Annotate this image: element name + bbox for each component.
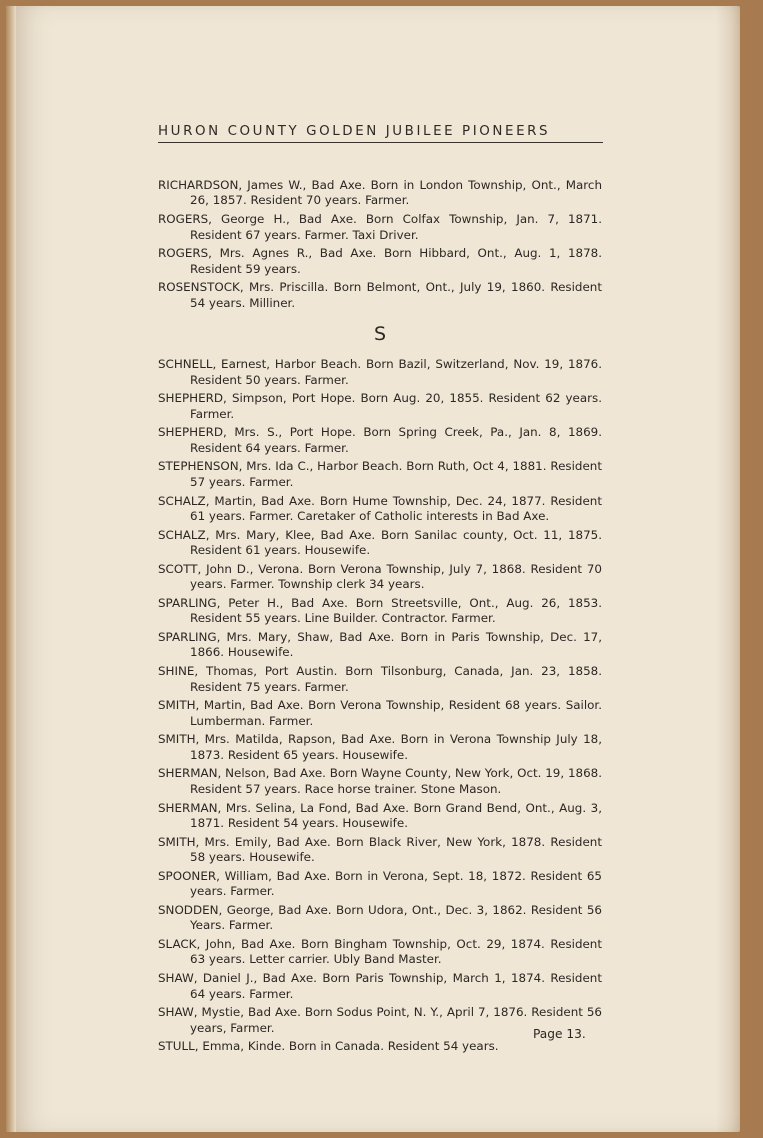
section-letter: S xyxy=(373,323,387,346)
page-number: Page 13. xyxy=(533,1027,586,1041)
entry-shaw-mystie: SHAW, Mystie, Bad Axe. Born Sodus Point, N. Y., April 7, 1876. Resident 56 years, Farmer. xyxy=(158,1005,602,1035)
entry-schalz-mary: SCHALZ, Mrs. Mary, Klee, Bad Axe. Born Sanilac county, Oct. 11, 1875. Resident 61 years. Housewife. xyxy=(158,527,602,558)
entry-stull-emma: STULL, Emma, Kinde. Born in Canada. Resident 54 years. xyxy=(158,1039,499,1054)
entry-rogers-agnes: ROGERS, Mrs. Agnes R., Bad Axe. Born Hibbard, Ont., Aug. 1, 1878. Resident 59 years. xyxy=(158,246,602,276)
entry-sherman-nelson: SHERMAN, Nelson, Bad Axe. Born Wayne County, New York, Oct. 19, 1868. Resident 57 years. Race horse trainer. Stone Mason. xyxy=(158,766,602,796)
entry-snodden-george: SNODDEN, George, Bad Axe. Born Udora, Ont., Dec. 3, 1862. Resident 56 Years. Farmer. xyxy=(158,902,602,933)
entry-sherman-selina: SHERMAN, Mrs. Selina, La Fond, Bad Axe. Born Grand Bend, Ont., Aug. 3, 1871. Resident 54 years. Housewife. xyxy=(158,800,602,830)
document-page xyxy=(6,6,740,1132)
entry-smith-matilda: SMITH, Mrs. Matilda, Rapson, Bad Axe. Born in Verona Township July 18, 1873. Resident 65 years. Housewife. xyxy=(158,732,602,762)
entry-rogers-george: ROGERS, George H., Bad Axe. Born Colfax Township, Jan. 7, 1871. Resident 67 years. Farmer. Taxi Driver. xyxy=(158,212,602,242)
page-edge-shadow xyxy=(716,6,740,1132)
entry-shepherd-simpson: SHEPHERD, Simpson, Port Hope. Born Aug. 20, 1855. Resident 62 years. Farmer. xyxy=(158,391,602,421)
entry-shine-thomas: SHINE, Thomas, Port Austin. Born Tilsonburg, Canada, Jan. 23, 1858. Resident 75 years. Farmer. xyxy=(158,664,602,694)
entry-slack-john: SLACK, John, Bad Axe. Born Bingham Township, Oct. 29, 1874. Resident 63 years. Letter carrier. Ubly Band Master. xyxy=(158,937,602,967)
entry-scott-john: SCOTT, John D., Verona. Born Verona Township, July 7, 1868. Resident 70 years. Farmer. Township clerk 34 years. xyxy=(158,561,602,592)
page-spine-shadow xyxy=(6,6,16,1132)
entry-sparling-mary: SPARLING, Mrs. Mary, Shaw, Bad Axe. Born in Paris Township, Dec. 17, 1866. Housewife. xyxy=(158,630,602,660)
entry-schalz-martin: SCHALZ, Martin, Bad Axe. Born Hume Township, Dec. 24, 1877. Resident 61 years. Farmer. Caretaker of Catholic interests in Bad Axe. xyxy=(158,493,602,523)
header-rule xyxy=(158,142,603,143)
entry-smith-martin: SMITH, Martin, Bad Axe. Born Verona Township, Resident 68 years. Sailor. Lumberman. Farmer. xyxy=(158,698,602,728)
entry-list xyxy=(158,178,602,1058)
entry-richardson-james: RICHARDSON, James W., Bad Axe. Born in London Township, Ont., March 26, 1857. Resident 70 years. Farmer. xyxy=(158,178,602,208)
entry-sparling-peter: SPARLING, Peter H., Bad Axe. Born Streetsville, Ont., Aug. 26, 1853. Resident 55 years. Line Builder. Contractor. Farmer. xyxy=(158,595,602,626)
entry-schnell-earnest: SCHNELL, Earnest, Harbor Beach. Born Bazil, Switzerland, Nov. 19, 1876. Resident 50 years. Farmer. xyxy=(158,357,602,387)
entry-shaw-daniel: SHAW, Daniel J., Bad Axe. Born Paris Township, March 1, 1874. Resident 64 years. Farmer. xyxy=(158,971,602,1001)
entry-shepherd-mrs: SHEPHERD, Mrs. S., Port Hope. Born Spring Creek, Pa., Jan. 8, 1869. Resident 64 years. Farmer. xyxy=(158,425,602,455)
entry-rosenstock-priscilla: ROSENSTOCK, Mrs. Priscilla. Born Belmont, Ont., July 19, 1860. Resident 54 years. Milliner. xyxy=(158,280,602,310)
entry-spooner-william: SPOONER, William, Bad Axe. Born in Verona, Sept. 18, 1872. Resident 65 years. Farmer. xyxy=(158,868,602,899)
entry-smith-emily: SMITH, Mrs. Emily, Bad Axe. Born Black River, New York, 1878. Resident 58 years. Housewife. xyxy=(158,834,602,865)
entry-stephenson-ida: STEPHENSON, Mrs. Ida C., Harbor Beach. Born Ruth, Oct 4, 1881. Resident 57 years. Farmer. xyxy=(158,459,602,489)
running-header: HURON COUNTY GOLDEN JUBILEE PIONEERS xyxy=(158,124,551,139)
